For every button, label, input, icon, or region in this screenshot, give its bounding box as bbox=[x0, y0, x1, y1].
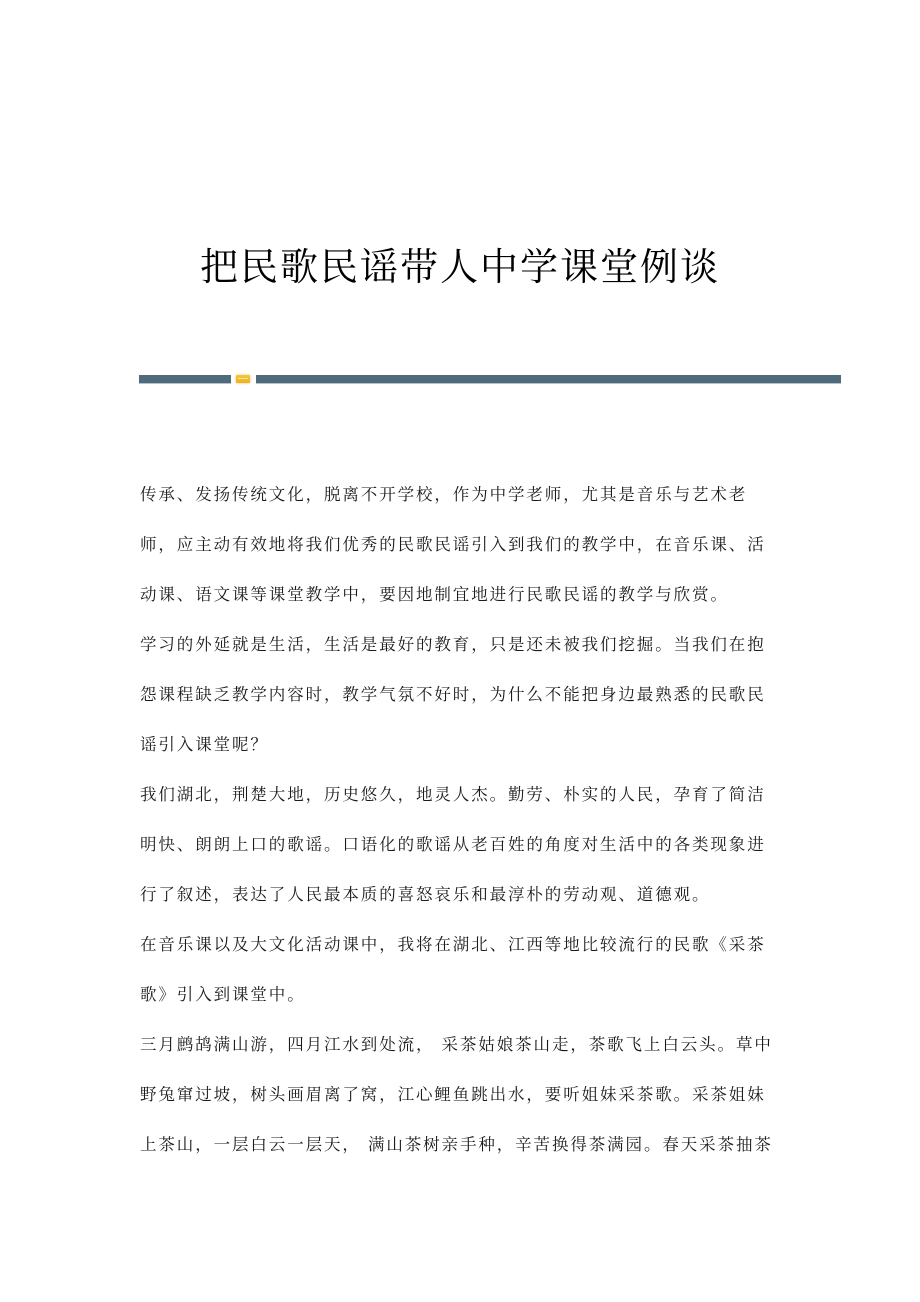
text-line: 学习的外延就是生活，生活是最好的教育，只是还未被我们挖掘。当我们在抱 bbox=[140, 635, 766, 654]
document-body bbox=[140, 470, 785, 1170]
paragraph-2 bbox=[140, 620, 785, 770]
text-line: 传承、发扬传统文化，脱离不开学校，作为中学老师，尤其是音乐与艺术老 bbox=[140, 485, 748, 504]
paragraph-1 bbox=[140, 470, 785, 620]
divider-bar-left bbox=[139, 375, 231, 384]
text-line: 谣引入课堂呢？ bbox=[140, 735, 269, 754]
document-title: 把民歌民谣带人中学课堂例谈 bbox=[199, 245, 720, 290]
gold-bar-ornament-icon bbox=[236, 375, 250, 383]
text-line: 歌》引入到课堂中。 bbox=[140, 985, 306, 1004]
paragraph-3 bbox=[140, 770, 785, 920]
text-line: 在音乐课以及大文化活动课中，我将在湖北、江西等地比较流行的民歌《采茶 bbox=[140, 935, 766, 954]
paragraph-4 bbox=[140, 920, 785, 1020]
text-line: 野兔窜过坡，树头画眉离了窝，江心鲤鱼跳出水，要听姐妹采茶歌。采茶姐妹 bbox=[140, 1085, 766, 1104]
text-line: 怨课程缺乏教学内容时，教学气氛不好时，为什么不能把身边最熟悉的民歌民 bbox=[140, 685, 766, 704]
title-divider bbox=[139, 375, 841, 384]
paragraph-5-lyrics bbox=[140, 1020, 785, 1170]
text-line: 三月鹧鸪满山游，四月江水到处流， 采茶姑娘茶山走，茶歌飞上白云头。草中 bbox=[140, 1035, 773, 1054]
text-line: 行了叙述，表达了人民最本质的喜怒哀乐和最淳朴的劳动观、道德观。 bbox=[140, 885, 711, 904]
text-line: 动课、语文课等课堂教学中，要因地制宜地进行民歌民谣的教学与欣赏。 bbox=[140, 585, 729, 604]
text-line: 明快、朗朗上口的歌谣。口语化的歌谣从老百姓的角度对生活中的各类现象进 bbox=[140, 835, 766, 854]
divider-bar-right bbox=[256, 375, 841, 384]
text-line: 师，应主动有效地将我们优秀的民歌民谣引入到我们的教学中，在音乐课、活 bbox=[140, 535, 766, 554]
text-line: 我们湖北，荆楚大地，历史悠久，地灵人杰。勤劳、朴实的人民，孕育了简洁 bbox=[140, 785, 766, 804]
text-line: 上茶山，一层白云一层天， 满山茶树亲手种，辛苦换得茶满园。春天采茶抽茶 bbox=[140, 1135, 773, 1154]
